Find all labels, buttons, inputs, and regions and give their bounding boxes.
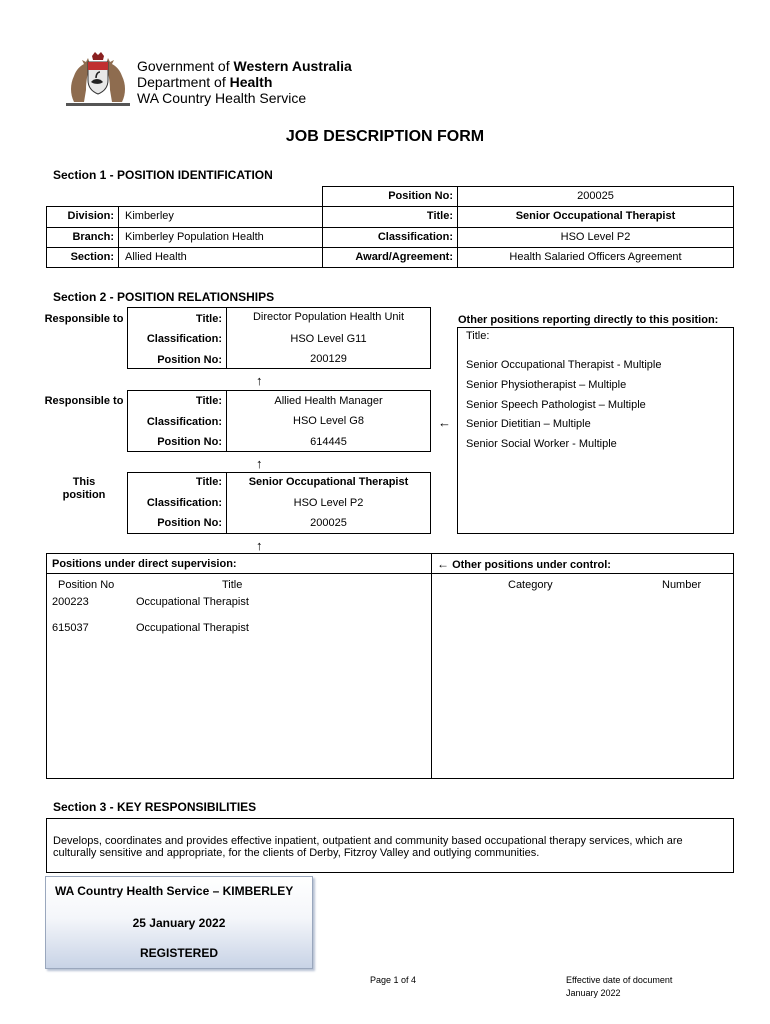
list-item: Senior Dietitian – Multiple — [466, 418, 591, 430]
this-position-label: This position — [62, 476, 106, 501]
classification-label: Classification: — [377, 231, 453, 243]
stamp-line-2: 25 January 2022 — [132, 916, 226, 930]
classification-value: HSO Level P2 — [560, 231, 631, 243]
section-value: Allied Health — [125, 251, 187, 263]
position-no-label: Position No: — [388, 190, 453, 202]
list-item: Senior Speech Pathologist – Multiple — [466, 399, 646, 411]
box3-position-no-value: 200025 — [310, 517, 347, 529]
document-title: JOB DESCRIPTION FORM — [285, 128, 485, 145]
table-row-no: 615037 — [52, 622, 89, 634]
box2-position-no-value: 614445 — [310, 436, 347, 448]
box3-position-no-label: Position No: — [157, 517, 222, 529]
box1-classification-label: Classification: — [146, 333, 222, 345]
branch-value: Kimberley Population Health — [125, 231, 264, 243]
up-arrow-icon: ↑ — [256, 373, 263, 388]
left-arrow-icon: ← — [437, 557, 449, 571]
table-row-title: Occupational Therapist — [136, 622, 249, 634]
other-reporting-heading: Other positions reporting directly to this position: — [458, 314, 719, 326]
header-line-3: WA Country Health Service — [137, 90, 307, 106]
box1-classification-value: HSO Level G11 — [290, 333, 367, 345]
control-col-category: Category — [508, 579, 553, 591]
title-label: Title: — [426, 210, 453, 222]
supervision-col-position-no: Position No — [58, 579, 115, 591]
box1-position-no-label: Position No: — [157, 354, 222, 366]
box1-title-label: Title: — [195, 313, 222, 325]
stamp-line-1: WA Country Health Service – KIMBERLEY — [55, 884, 294, 898]
header-line-1: Government of Western Australia — [137, 58, 352, 74]
wa-government-crest-logo — [60, 50, 136, 108]
award-value: Health Salaried Officers Agreement — [509, 251, 682, 263]
control-heading: ← Other positions under control: — [437, 557, 611, 571]
section-label: Section: — [70, 251, 114, 263]
division-value: Kimberley — [125, 210, 174, 222]
key-responsibilities-line-1: Develops, coordinates and provides effective inpatient, outpatient and community based occupational therapy services, which are — [53, 835, 683, 847]
section-2-heading: Section 2 - POSITION RELATIONSHIPS — [53, 290, 275, 304]
left-arrow-icon: ← — [438, 415, 451, 430]
list-item: Senior Occupational Therapist - Multiple — [466, 359, 662, 371]
key-responsibilities-line-2: culturally sensitive and appropriate, for the clients of Derby, Fitzroy Valley and outlying communities. — [53, 847, 540, 859]
responsible-to-label-1: Responsible to — [44, 313, 124, 325]
supervision-heading: Positions under direct supervision: — [52, 558, 237, 570]
title-value: Senior Occupational Therapist — [515, 210, 676, 222]
up-arrow-icon: ↑ — [256, 456, 263, 471]
control-col-number: Number — [662, 579, 702, 591]
box2-position-no-label: Position No: — [157, 436, 222, 448]
box3-classification-value: HSO Level P2 — [293, 497, 364, 509]
division-label: Division: — [67, 210, 114, 222]
other-reporting-title-label: Title: — [466, 330, 490, 342]
supervision-col-title: Title — [222, 579, 243, 591]
list-item: Senior Social Worker - Multiple — [466, 438, 617, 450]
box2-classification-value: HSO Level G8 — [293, 415, 364, 427]
effective-date-label: Effective date of document — [566, 975, 673, 985]
box1-title-value: Director Population Health Unit — [252, 311, 405, 323]
effective-date-value: January 2022 — [566, 988, 621, 998]
list-item: Senior Physiotherapist – Multiple — [466, 379, 627, 391]
box2-title-label: Title: — [195, 395, 222, 407]
box1-position-no-value: 200129 — [310, 353, 347, 365]
box3-title-label: Title: — [195, 476, 222, 488]
table-row-no: 200223 — [52, 596, 89, 608]
responsible-to-label-2: Responsible to — [44, 395, 124, 407]
award-label: Award/Agreement: — [355, 251, 453, 263]
section-3-heading: Section 3 - KEY RESPONSIBILITIES — [53, 800, 257, 814]
position-no-value: 200025 — [577, 190, 614, 202]
box2-title-value: Allied Health Manager — [274, 395, 383, 407]
stamp-line-3: REGISTERED — [139, 946, 218, 960]
branch-label: Branch: — [72, 231, 114, 243]
box3-title-value: Senior Occupational Therapist — [248, 476, 409, 488]
section-1-heading: Section 1 - POSITION IDENTIFICATION — [53, 168, 273, 182]
header-line-2: Department of Health — [137, 74, 273, 90]
box3-classification-label: Classification: — [146, 497, 222, 509]
up-arrow-icon: ↑ — [256, 538, 263, 553]
box2-classification-label: Classification: — [146, 416, 222, 428]
page-number: Page 1 of 4 — [370, 975, 417, 985]
table-row-title: Occupational Therapist — [136, 596, 249, 608]
